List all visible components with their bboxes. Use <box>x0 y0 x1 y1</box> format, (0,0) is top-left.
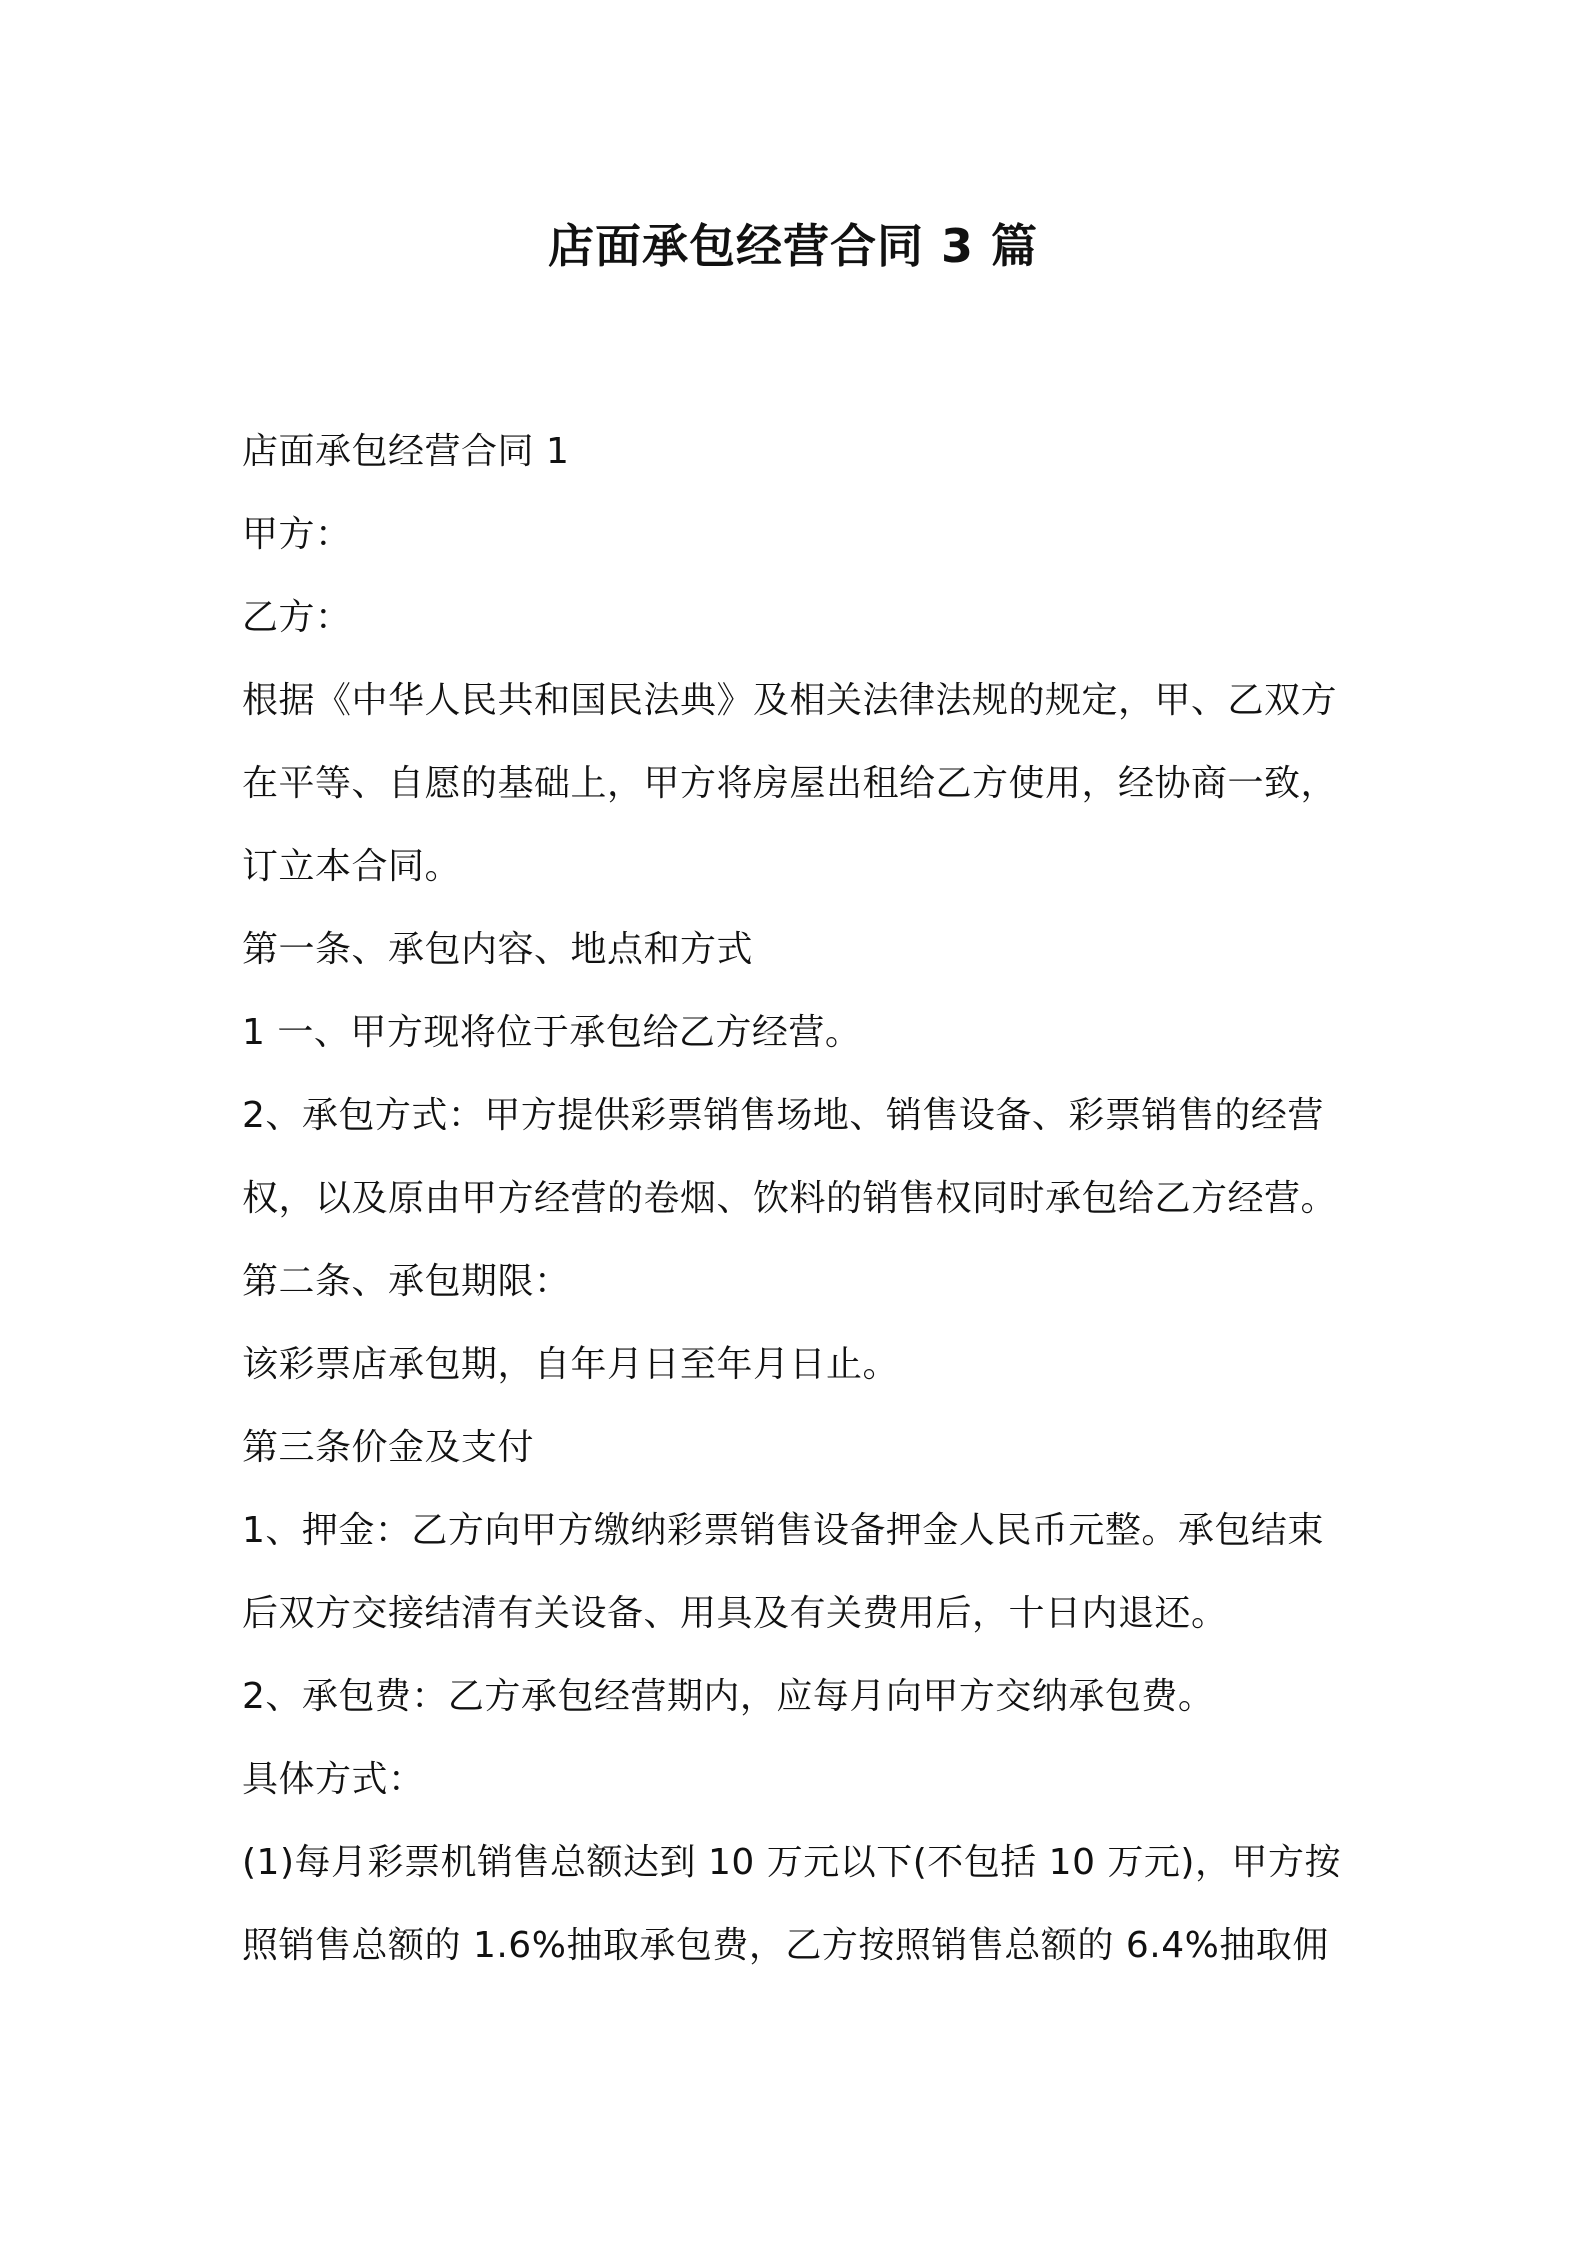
paragraph-line: 根据《中华人民共和国民法典》及相关法律法规的规定，甲、乙双方 <box>242 680 1338 721</box>
paragraph-line: 权，以及原由甲方经营的卷烟、饮料的销售权同时承包给乙方经营。 <box>242 1178 1338 1219</box>
paragraph-line: 具体方式： <box>242 1759 425 1800</box>
article-heading: 第二条、承包期限： <box>242 1261 571 1302</box>
paragraph-line: 后双方交接结清有关设备、用具及有关费用后，十日内退还。 <box>242 1593 1228 1634</box>
paragraph-line: 照销售总额的 1.6%抽取承包费，乙方按照销售总额的 6.4%抽取佣 <box>242 1925 1329 1966</box>
party-b-line: 乙方： <box>242 597 352 638</box>
document-title: 店面承包经营合同 3 篇 <box>547 219 1039 273</box>
paragraph-line: 在平等、自愿的基础上，甲方将房屋出租给乙方使用，经协商一致， <box>242 763 1338 804</box>
paragraph-line: 该彩票店承包期，自年月日至年月日止。 <box>242 1344 900 1385</box>
paragraph-line: 2、承包方式：甲方提供彩票销售场地、销售设备、彩票销售的经营 <box>242 1095 1324 1136</box>
paragraph-line: 2、承包费：乙方承包经营期内，应每月向甲方交纳承包费。 <box>242 1676 1215 1717</box>
paragraph-line: 订立本合同。 <box>242 846 462 887</box>
document-body <box>242 410 1360 1987</box>
paragraph-line: 1 一、甲方现将位于承包给乙方经营。 <box>242 1012 862 1053</box>
section-heading: 店面承包经营合同 1 <box>242 431 570 472</box>
paragraph-line: 1、押金：乙方向甲方缴纳彩票销售设备押金人民币元整。承包结束 <box>242 1510 1324 1551</box>
article-heading: 第三条价金及支付 <box>242 1427 535 1468</box>
party-a-line: 甲方： <box>242 514 352 555</box>
article-heading: 第一条、承包内容、地点和方式 <box>242 929 754 970</box>
paragraph-line: (1)每月彩票机销售总额达到 10 万元以下(不包括 10 万元)，甲方按 <box>242 1842 1341 1883</box>
